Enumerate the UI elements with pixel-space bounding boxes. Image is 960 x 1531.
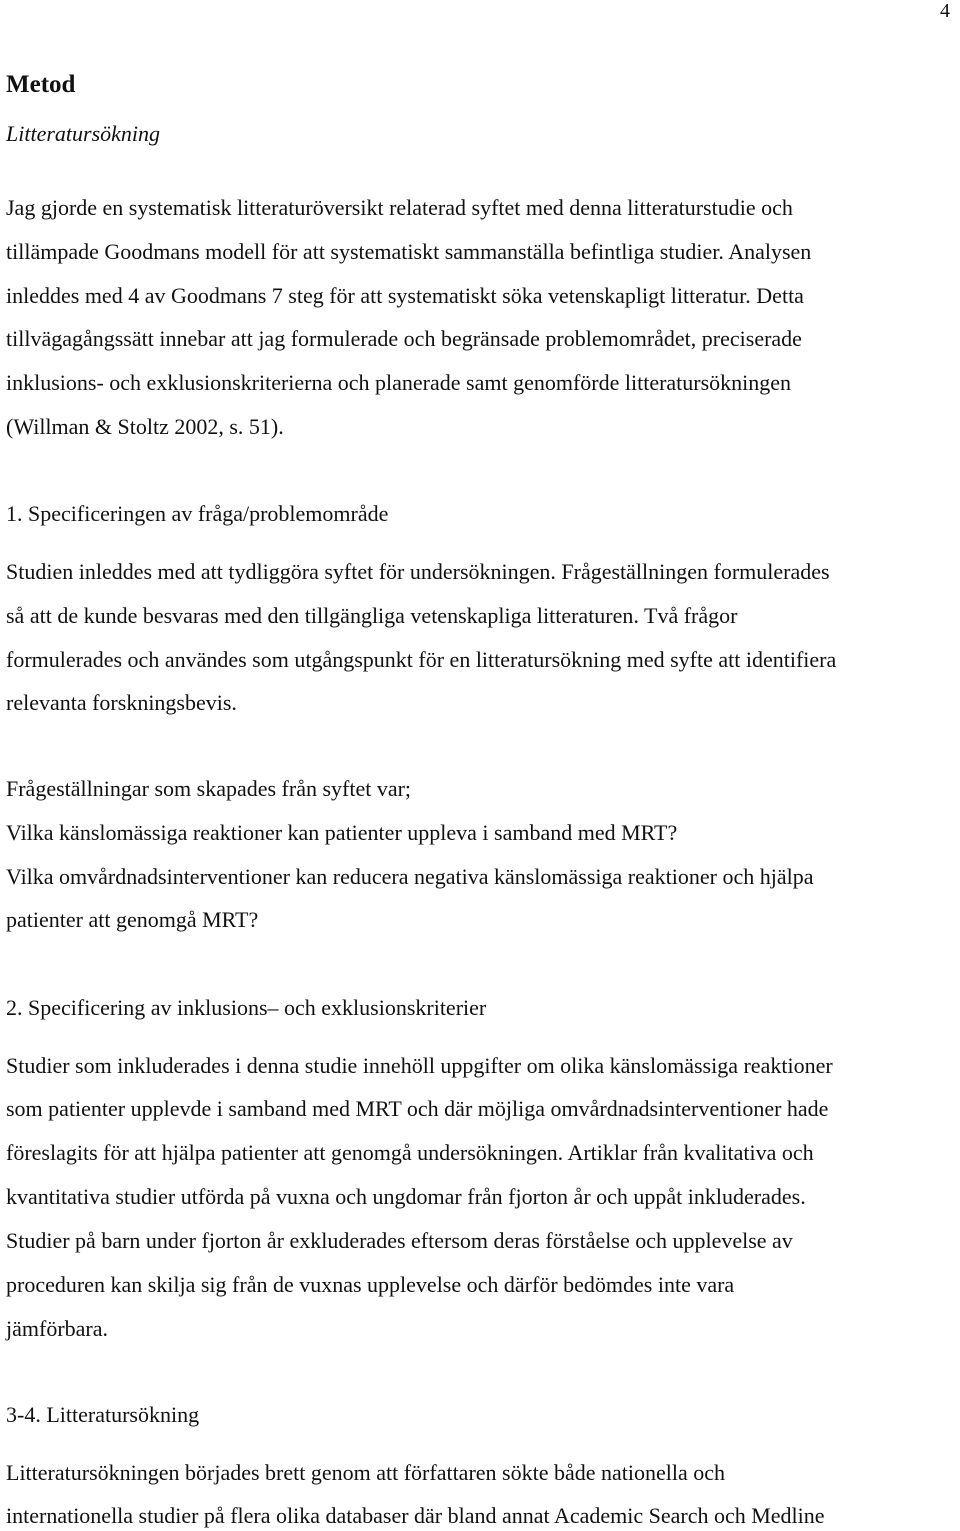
paragraph-line: så att de kunde besvaras med den tillgängliga vetenskapliga litteraturen. Två frågor [6, 603, 738, 628]
paragraph-line: kvantitativa studier utförda på vuxna och ungdomar från fjorton år och uppåt inkluderades. [6, 1184, 806, 1209]
paragraph-line: föreslagits för att hjälpa patienter att genomgå undersökningen. Artiklar från kvalitativa och [6, 1140, 814, 1165]
paragraph-line: Jag gjorde en systematisk litteraturöversikt relaterad syftet med denna litteraturstudie och [6, 195, 793, 220]
paragraph-line: som patienter upplevde i samband med MRT och där möjliga omvårdnadsinterventioner hade [6, 1096, 829, 1121]
paragraph-line: jämförbara. [6, 1316, 108, 1341]
paragraph-line: tillvägagångssätt innebar att jag formulerade och begränsade problemområdet, preciserade [6, 326, 802, 351]
paragraph-line: internationella studier på flera olika databaser där bland annat Academic Search och Medline [6, 1503, 825, 1528]
paragraph-line: Litteratursökningen börjades brett genom att författaren sökte både nationella och [6, 1460, 726, 1485]
question-line: Vilka känslomässiga reaktioner kan patienter uppleva i samband med MRT? [6, 820, 678, 845]
paragraph-line: Studier som inkluderades i denna studie innehöll uppgifter om olika känslomässiga reaktioner [6, 1053, 833, 1078]
paragraph-line: proceduren kan skilja sig från de vuxnas upplevelse och därför bedömdes inte vara [6, 1272, 735, 1297]
section-subheading: Litteratursökning [6, 121, 161, 146]
paragraph-line: relevanta forskningsbevis. [6, 690, 237, 715]
paragraph-line: Studier på barn under fjorton år exkluderades eftersom deras förståelse och upplevelse av [6, 1228, 793, 1253]
paragraph-line: Studien inleddes med att tydliggöra syftet för undersökningen. Frågeställningen formulerades [6, 559, 830, 584]
question-line: patienter att genomgå MRT? [6, 907, 259, 932]
page-number: 4 [940, 0, 950, 22]
paragraph-line: (Willman & Stoltz 2002, s. 51). [6, 414, 284, 439]
paragraph-line: inleddes med 4 av Goodmans 7 steg för att systematiskt söka vetenskapligt litteratur. Detta [6, 283, 804, 308]
subsection-heading: 1. Specificeringen av fråga/problemområde [6, 501, 389, 526]
paragraph-line: inklusions- och exklusionskriterierna och planerade samt genomförde litteratursökningen [6, 370, 792, 395]
subsection-heading: 2. Specificering av inklusions– och exklusionskriterier [6, 995, 487, 1020]
question-line: Vilka omvårdnadsinterventioner kan reducera negativa känslomässiga reaktioner och hjälpa [6, 864, 814, 889]
paragraph-line: tillämpade Goodmans modell för att systematiskt sammanställa befintliga studier. Analysen [6, 239, 812, 264]
paragraph-line: formulerades och användes som utgångspunkt för en litteratursökning med syfte att identifiera [6, 647, 837, 672]
section-heading: Metod [6, 71, 76, 98]
paragraph-line: Frågeställningar som skapades från syftet var; [6, 776, 412, 801]
subsection-heading: 3-4. Litteratursökning [6, 1402, 200, 1427]
